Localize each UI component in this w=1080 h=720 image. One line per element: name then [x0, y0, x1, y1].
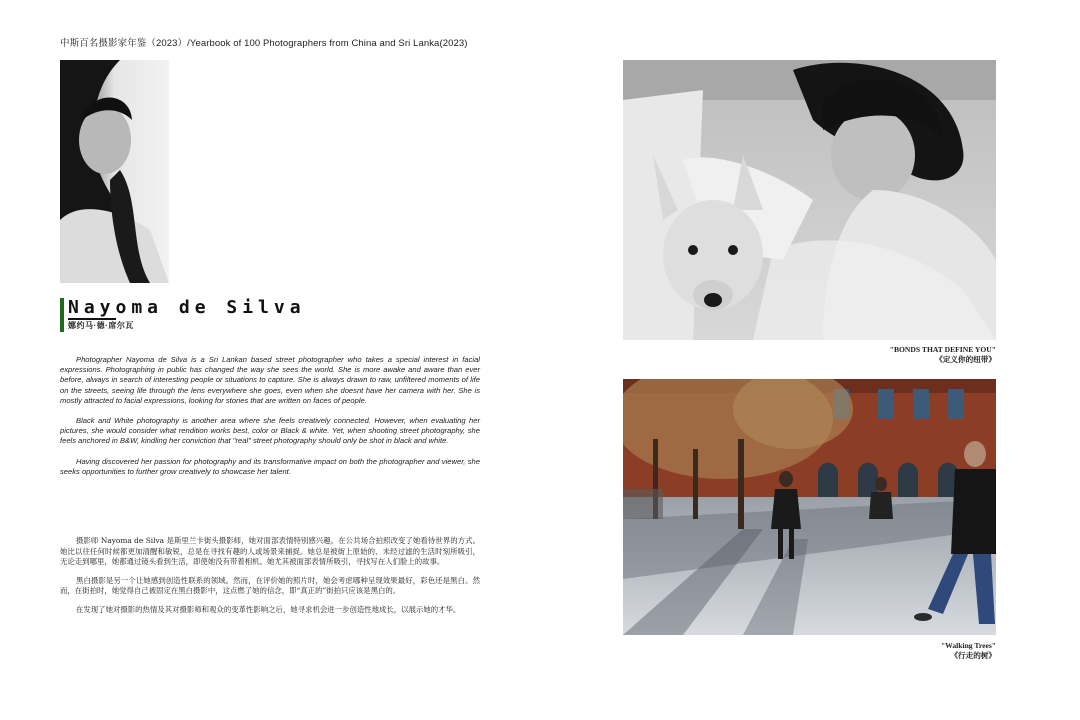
- caption-en: "Walking Trees": [940, 641, 996, 650]
- biography-chinese: [60, 536, 480, 624]
- photographer-name-zh: 娜约马·德·席尔瓦: [68, 321, 134, 330]
- page-header: 中斯百名摄影家年鉴（2023）/Yearbook of 100 Photographers from China and Sri Lanka(2023): [60, 38, 468, 49]
- photographer-portrait: [60, 60, 169, 283]
- caption-en: "BONDS THAT DEFINE YOU": [889, 345, 996, 354]
- photographer-name-en: Nayoma de Silva: [68, 297, 306, 318]
- bio-en-paragraph: Photographer Nayoma de Silva is a Sri Lankan based street photographer who takes a special interest in facial expressions. Photographing in public has changed the way she sees the world. She is more awake and aware than ever before, always in search of interesting people or situations to capture. She is always drawn to raw, unfiltered moments of life on the streets, seeing life through the lens everywhere she goes, even when she doesnt have her camera with her. She is mostly attracted to facial expressions, looking for stories that are written on faces of people.: [60, 355, 480, 405]
- photo-caption-1: [890, 345, 996, 365]
- caption-zh: 《行走的树》: [950, 651, 996, 660]
- bio-zh-paragraph: 在发现了她对摄影的热情及其对摄影师和观众的变革性影响之后，她寻求机会进一步创造性地成长，以展示她的才华。: [76, 604, 461, 614]
- bio-zh-paragraph: 摄影师 Nayoma de Silva 是斯里兰卡街头摄影师，她对面部表情特别感兴趣。在公共场合拍照改变了她看待世界的方式。她比以往任何时候都更加清醒和敏锐，总是在寻找有趣的人或场景来捕捉。她总是被街上原始的、未经过滤的生活时刻所吸引，无论走到哪里，她都通过镜头看到生活，即使她没有带着相机。她尤其被面部表情所吸引，寻找写在人们脸上的故事。: [60, 536, 480, 567]
- photo-caption-2: [941, 641, 996, 661]
- photo-bonds-that-define-you: [623, 60, 996, 340]
- caption-zh: 《定义你的纽带》: [935, 355, 996, 364]
- photo-walking-trees: [623, 379, 996, 635]
- accent-bar: [60, 298, 64, 332]
- bio-en-paragraph: Black and White photography is another area where she feels creatively connected. However, when evaluating her pictures, she would consider what rendition works best, color or Black & white. Yet, when shooting street photography, she feels anchored in B&W, kindling her conviction that "real" street photography should only be shot in black and white.: [60, 416, 480, 446]
- bio-en-paragraph: Having discovered her passion for photography and its transformative impact on both the photographer and viewer, she seeks opportunities to further grow creatively to showcase her talent.: [60, 456, 480, 476]
- bio-zh-paragraph: 黑白摄影是另一个让她感到创造性联系的领域。然而，在评价她的照片时，她会考虑哪种呈现效果最好，彩色还是黑白。然而，在街拍时，她觉得自己被固定在黑白摄影中，这点燃了她的信念，即“真正的”街拍只应该是黑白的。: [60, 575, 480, 596]
- biography-english: [60, 355, 480, 487]
